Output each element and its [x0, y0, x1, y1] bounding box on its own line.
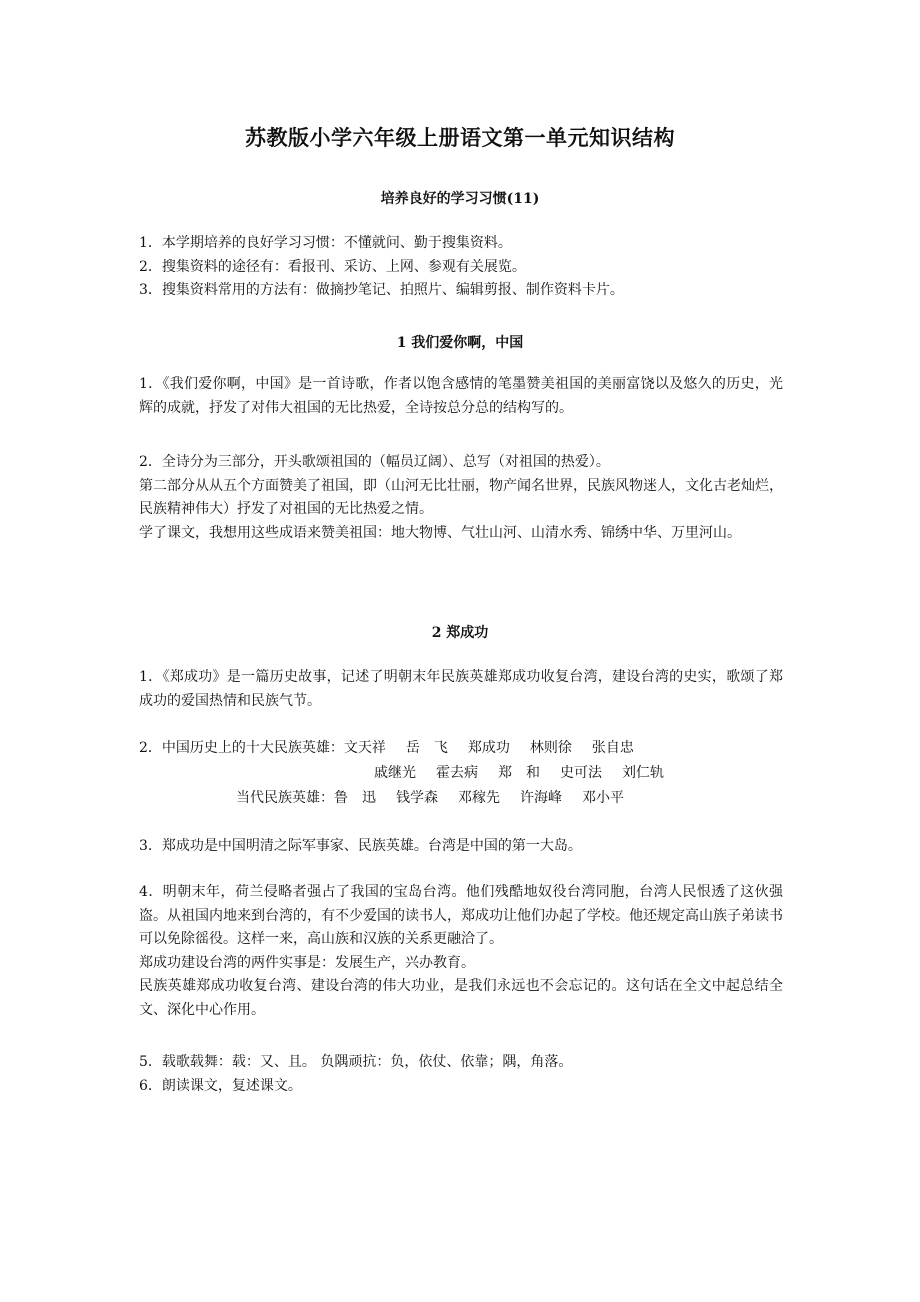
hero-name: 许海峰	[520, 790, 562, 806]
hero-name: 张自忠	[591, 740, 634, 756]
hero-name: 郑 和	[498, 765, 540, 781]
list-item: 1．本学期培养的良好学习习惯：不懂就问、勤于搜集资料。	[139, 235, 512, 251]
list-item: 2．搜集资料的途径有：看报刊、采访、上网、参观有关展览。	[139, 258, 526, 275]
paragraph: 第二部分从从五个方面赞美了祖国，即（山河无比壮丽，物产闻名世界，民族风物迷人，文化古老灿烂，民族精神伟大）抒发了对祖国的无比热爱之情。	[139, 477, 783, 517]
paragraph: 学了课文，我想用这些成语来赞美祖国：地大物博、气壮山河、山清水秀、锦绣中华、万里河山。	[139, 524, 741, 541]
hero-name: 钱学森	[396, 790, 438, 806]
modern-heroes-label: 当代民族英雄：	[236, 790, 334, 806]
paragraph: 1．《郑成功》是一篇历史故事，记述了明朝末年民族英雄郑成功收复台湾，建设台湾的史实，歌颂了郑成功的爱国热情和民族气节。	[139, 669, 783, 709]
paragraph: 4．明朝末年，荷兰侵略者强占了我国的宝岛台湾。他们残酷地奴役台湾同胞，台湾人民恨透了这伙强盗。从祖国内地来到台湾的，有不少爱国的读书人，郑成功让他们办起了学校。他还规定高山族子弟读书可以免除徭役。这样一来，高山族和汉族的关系更融洽了。	[139, 884, 783, 947]
hero-name: 史可法	[560, 765, 602, 781]
paragraph: 2．全诗分为三部分，开头歌颂祖国的（幅员辽阔）、总写（对祖国的热爱）。	[139, 454, 610, 470]
lesson-1-item-2	[139, 451, 783, 545]
paragraph: 6．朗读课文，复述课文。	[139, 1077, 302, 1094]
hero-name: 邓小平	[582, 790, 624, 806]
section-heading-study-habits: 培养良好的学习习惯(11)	[380, 191, 540, 207]
heroes-row-1	[139, 737, 654, 760]
hero-name: 岳 飞	[405, 740, 448, 756]
document-title: 苏教版小学六年级上册语文第一单元知识结构	[245, 126, 675, 150]
section-heading-lesson-2: 2 郑成功	[431, 625, 489, 641]
hero-name: 郑成功	[467, 740, 510, 756]
heroes-row-modern	[236, 787, 644, 810]
list-item: 3．搜集资料常用的方法有：做摘抄笔记、拍照片、编辑剪报、制作资料卡片。	[139, 282, 624, 298]
hero-name: 文天祥	[343, 740, 386, 756]
paragraph: 3．郑成功是中国明清之际军事家、民族英雄。台湾是中国的第一大岛。	[139, 838, 582, 854]
lesson-2-item-3	[139, 835, 783, 859]
section-heading-lesson-1: 1 我们爱你啊，中国	[396, 335, 524, 351]
heroes-row-2	[374, 762, 684, 785]
hero-name: 戚继光	[374, 765, 416, 781]
lesson-2-items-5-6	[139, 1051, 783, 1098]
lesson-1-item-1	[139, 373, 783, 420]
lesson-2-item-1	[139, 666, 783, 713]
hero-name: 霍去病	[436, 765, 478, 781]
paragraph: 5．载歌载舞：载：又、且。 负隅顽抗：负，依仗、依靠；隅，角落。	[139, 1054, 573, 1070]
paragraph: 郑成功建设台湾的两件实事是：发展生产，兴办教育。	[139, 954, 475, 971]
heroes-label: 2．中国历史上的十大民族英雄：	[139, 740, 344, 756]
hero-name: 刘仁轨	[622, 765, 664, 781]
section-study-habits-list	[139, 232, 783, 303]
hero-name: 林则徐	[529, 740, 572, 756]
paragraph: 1．《我们爱你啊，中国》是一首诗歌，作者以饱含感情的笔墨赞美祖国的美丽富饶以及悠久的历史，光辉的成就，抒发了对伟大祖国的无比热爱，全诗按总分总的结构写的。	[139, 376, 783, 416]
hero-name: 鲁 迅	[334, 790, 376, 806]
paragraph: 民族英雄郑成功收复台湾、建设台湾的伟大功业，是我们永远也不会忘记的。这句话在全文中起总结全文、深化中心作用。	[139, 978, 783, 1018]
lesson-2-item-4	[139, 881, 783, 1022]
hero-name: 邓稼先	[458, 790, 500, 806]
